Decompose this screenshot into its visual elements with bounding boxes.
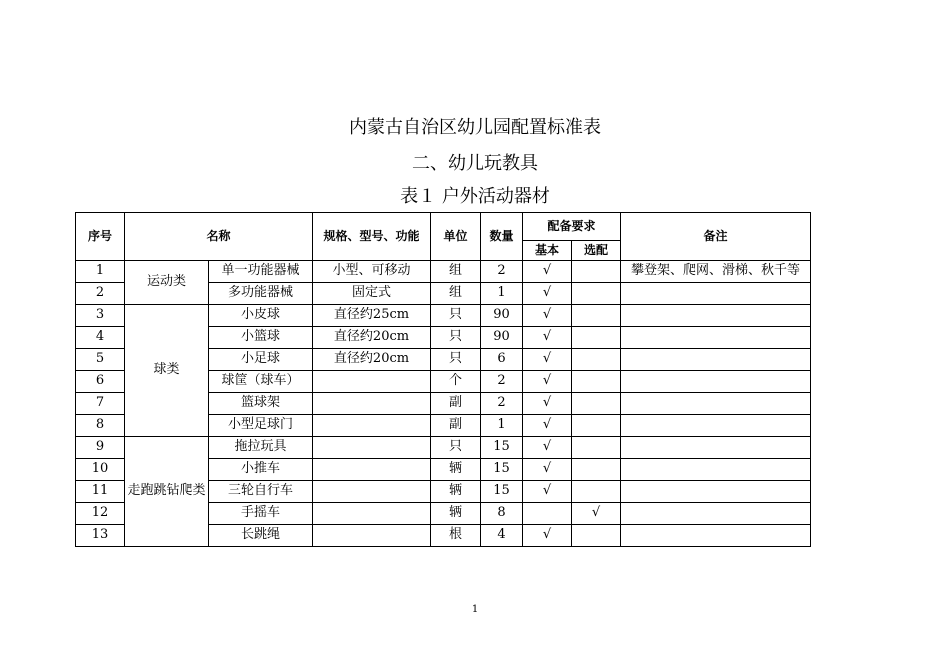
row-unit: 只 [431,437,481,459]
row-optional [572,481,621,503]
row-remark [621,327,811,349]
row-no: 11 [76,481,125,503]
row-unit: 组 [431,261,481,283]
row-remark [621,459,811,481]
row-basic: √ [523,327,572,349]
row-name: 多功能器械 [209,283,313,305]
row-remark [621,393,811,415]
header-name: 名称 [125,213,313,261]
row-qty: 2 [481,371,523,393]
row-no: 3 [76,305,125,327]
row-optional [572,283,621,305]
row-basic: √ [523,525,572,547]
row-name: 小足球 [209,349,313,371]
row-name: 手摇车 [209,503,313,525]
row-spec [313,503,431,525]
row-optional [572,393,621,415]
row-remark [621,349,811,371]
row-qty: 15 [481,481,523,503]
row-spec: 直径约20cm [313,349,431,371]
header-basic: 基本 [523,241,572,261]
document-title: 内蒙古自治区幼儿园配置标准表 [349,117,601,138]
row-optional [572,327,621,349]
row-spec: 小型、可移动 [313,261,431,283]
row-optional [572,349,621,371]
row-spec [313,415,431,437]
row-optional [572,415,621,437]
row-optional [572,305,621,327]
row-qty: 15 [481,437,523,459]
row-qty: 15 [481,459,523,481]
row-no: 9 [76,437,125,459]
row-basic [523,503,572,525]
row-unit: 副 [431,415,481,437]
row-remark [621,437,811,459]
row-no: 2 [76,283,125,305]
row-basic: √ [523,349,572,371]
row-name: 拖拉玩具 [209,437,313,459]
row-unit: 只 [431,327,481,349]
row-remark [621,525,811,547]
row-name: 小型足球门 [209,415,313,437]
row-no: 4 [76,327,125,349]
row-qty: 2 [481,393,523,415]
row-name: 三轮自行车 [209,481,313,503]
header-unit: 单位 [431,213,481,261]
row-unit: 只 [431,305,481,327]
row-no: 6 [76,371,125,393]
header-remark: 备注 [621,213,811,261]
table-row [76,261,811,283]
row-spec: 直径约20cm [313,327,431,349]
row-basic: √ [523,305,572,327]
row-unit: 辆 [431,459,481,481]
row-no: 5 [76,349,125,371]
table-title: 表１ 户外活动器材 [400,186,550,207]
row-basic: √ [523,481,572,503]
row-spec [313,393,431,415]
row-no: 12 [76,503,125,525]
row-no: 10 [76,459,125,481]
header-spec: 规格、型号、功能 [313,213,431,261]
row-name: 球筐（球车） [209,371,313,393]
row-spec [313,459,431,481]
row-qty: 6 [481,349,523,371]
row-unit: 个 [431,371,481,393]
row-remark [621,481,811,503]
row-name: 小推车 [209,459,313,481]
header-qty: 数量 [481,213,523,261]
row-optional [572,371,621,393]
row-spec [313,437,431,459]
row-no: 8 [76,415,125,437]
row-optional [572,261,621,283]
row-no: 1 [76,261,125,283]
row-category: 球类 [125,305,209,437]
row-basic: √ [523,283,572,305]
table-row [76,305,811,327]
row-spec [313,371,431,393]
row-unit: 只 [431,349,481,371]
row-category: 走跑跳钻爬类 [125,437,209,547]
row-spec [313,481,431,503]
row-basic: √ [523,261,572,283]
table-body [76,261,811,547]
row-unit: 辆 [431,503,481,525]
row-unit: 副 [431,393,481,415]
row-unit: 根 [431,525,481,547]
row-qty: 2 [481,261,523,283]
row-basic: √ [523,371,572,393]
header-requirement: 配备要求 [523,213,621,241]
row-qty: 90 [481,305,523,327]
row-qty: 90 [481,327,523,349]
row-spec: 固定式 [313,283,431,305]
row-qty: 1 [481,415,523,437]
row-spec: 直径约25cm [313,305,431,327]
equipment-table [75,212,811,547]
row-optional: √ [572,503,621,525]
header-optional: 选配 [572,241,621,261]
row-remark: 攀登架、爬网、滑梯、秋千等 [621,261,811,283]
row-basic: √ [523,459,572,481]
row-no: 7 [76,393,125,415]
row-unit: 辆 [431,481,481,503]
row-remark [621,415,811,437]
row-basic: √ [523,393,572,415]
row-name: 单一功能器械 [209,261,313,283]
row-name: 篮球架 [209,393,313,415]
row-name: 长跳绳 [209,525,313,547]
section-title: 二、幼儿玩教具 [412,153,538,174]
row-name: 小篮球 [209,327,313,349]
row-qty: 1 [481,283,523,305]
row-optional [572,437,621,459]
row-optional [572,525,621,547]
row-qty: 8 [481,503,523,525]
row-no: 13 [76,525,125,547]
row-category: 运动类 [125,261,209,305]
table-row [76,437,811,459]
row-basic: √ [523,437,572,459]
header-no: 序号 [76,213,125,261]
row-remark [621,283,811,305]
row-remark [621,371,811,393]
row-basic: √ [523,415,572,437]
row-remark [621,503,811,525]
row-optional [572,459,621,481]
row-spec [313,525,431,547]
page-number: 1 [471,604,479,615]
row-name: 小皮球 [209,305,313,327]
row-unit: 组 [431,283,481,305]
row-qty: 4 [481,525,523,547]
row-remark [621,305,811,327]
